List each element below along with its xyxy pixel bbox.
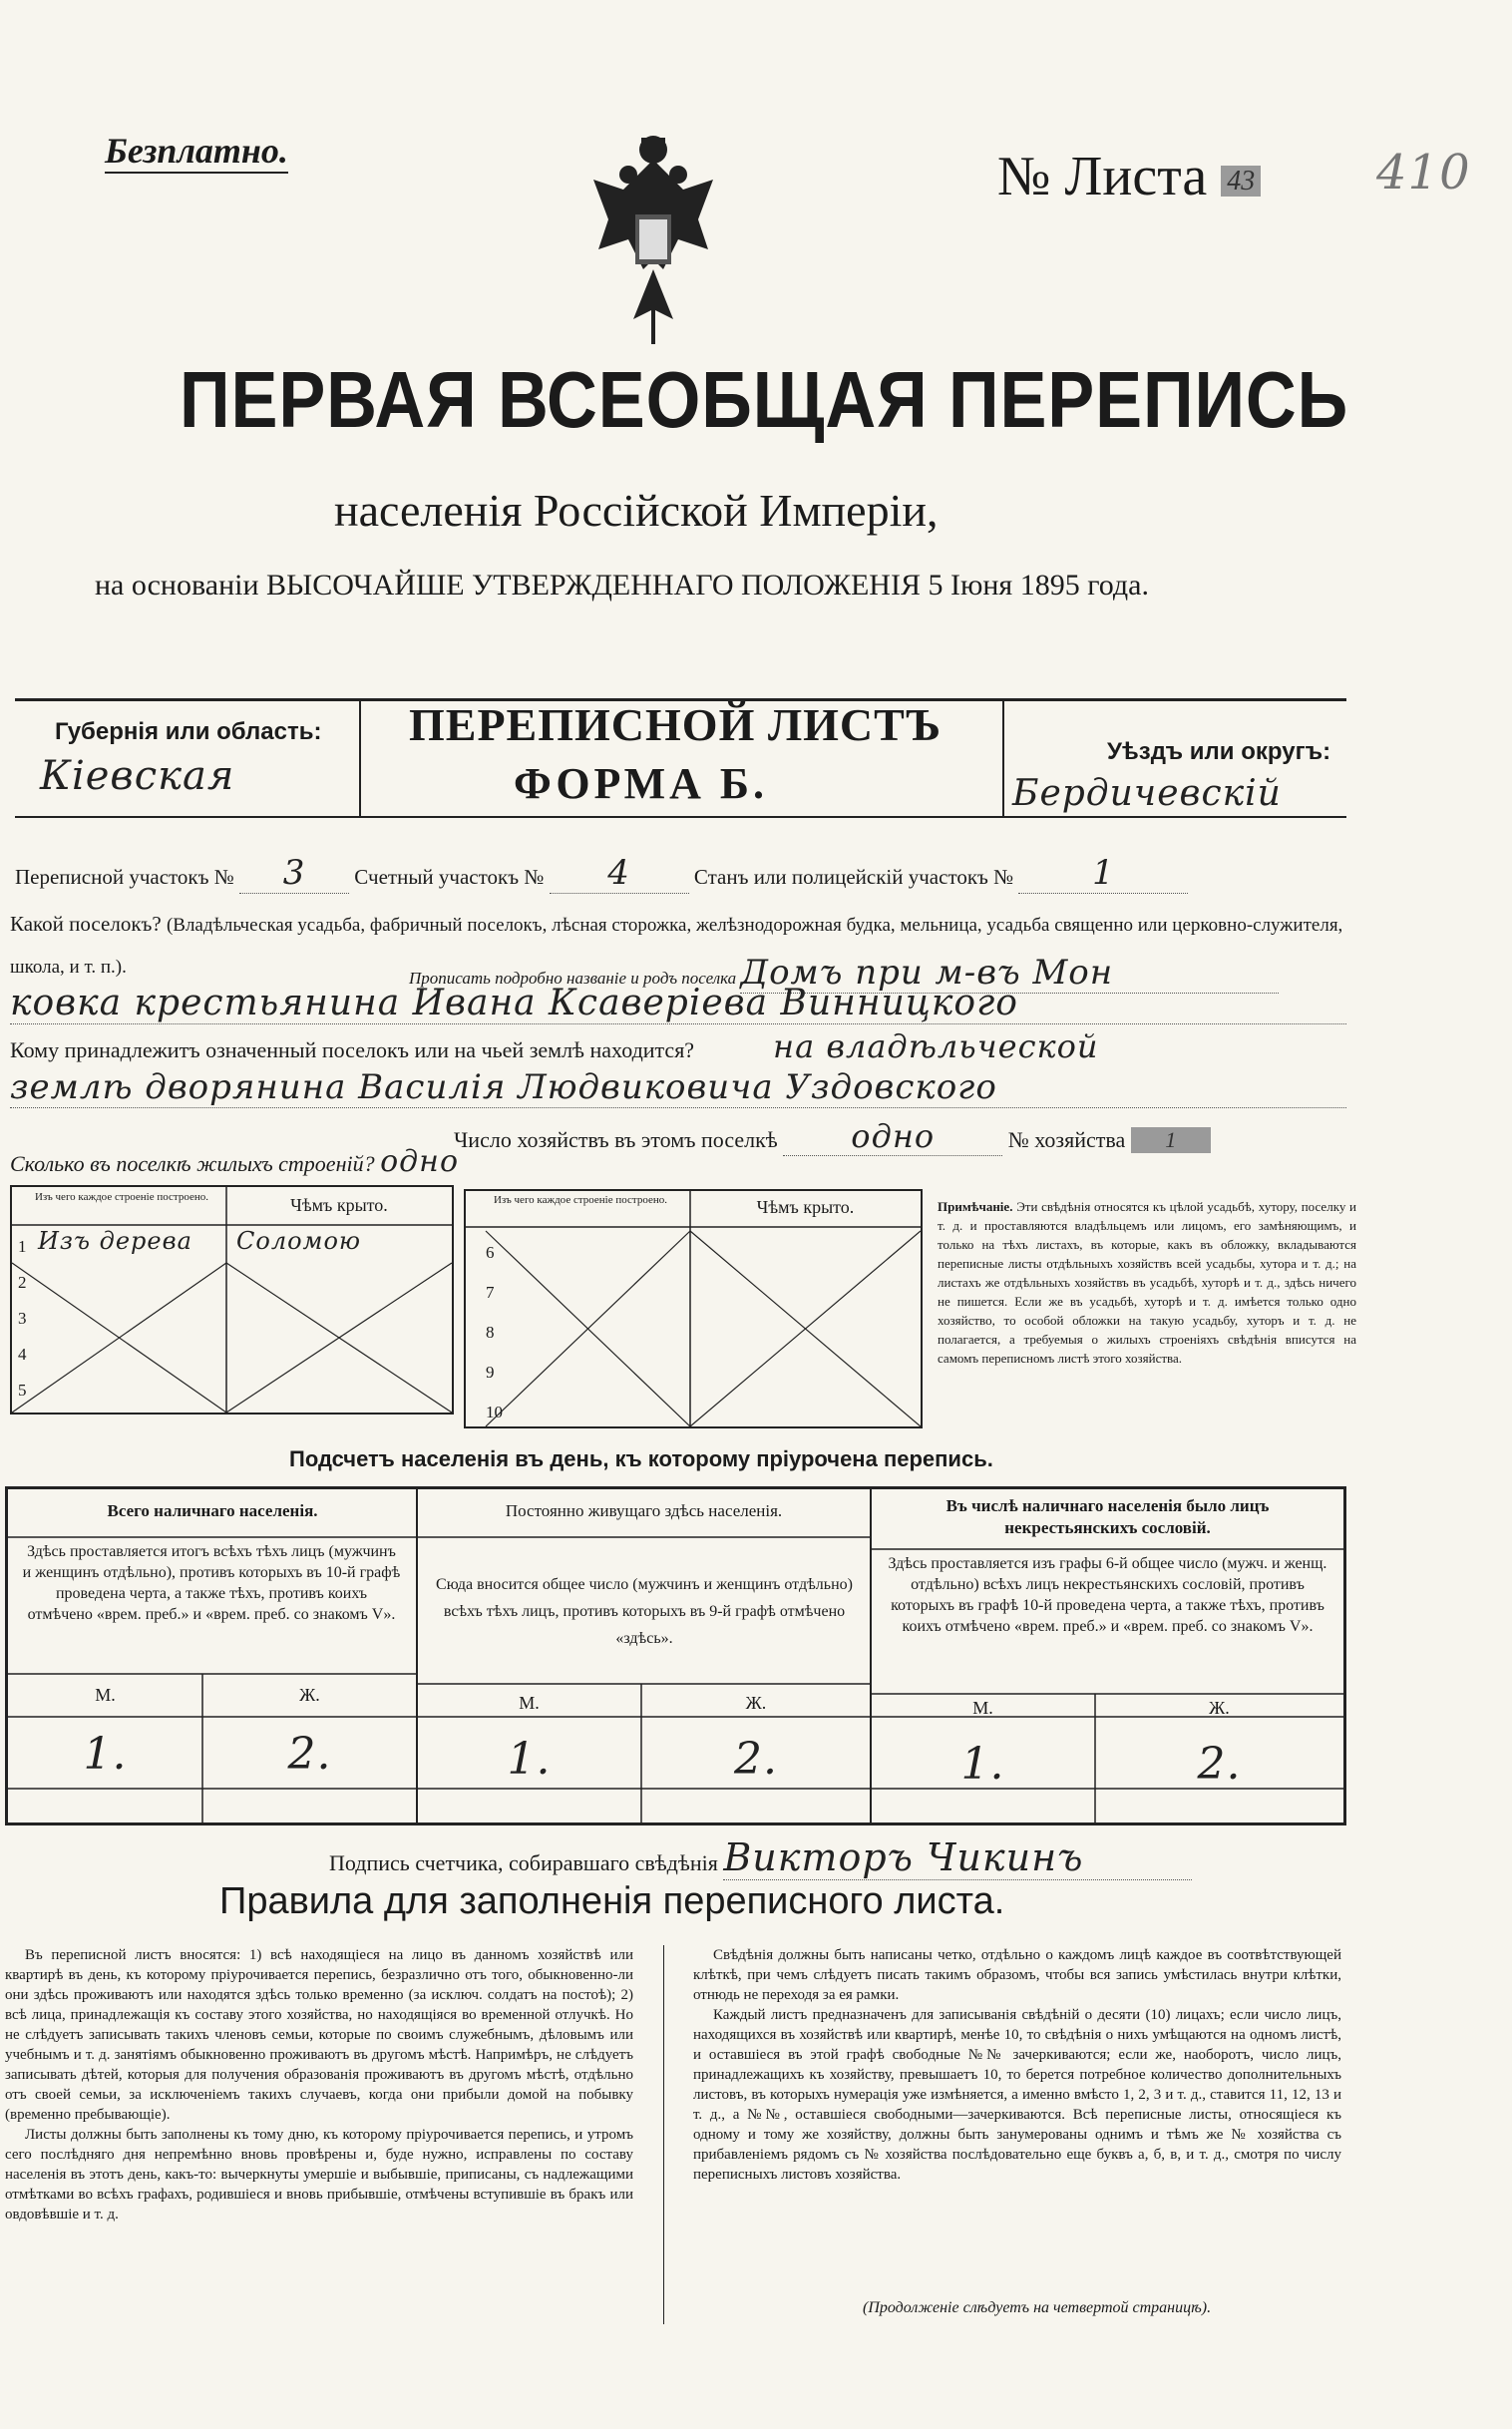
col3-header: Въ числѣ наличнаго населенія было лицъ некрестьянскихъ сословій. <box>945 1496 1270 1537</box>
row1-material: Изъ дерева <box>38 1227 192 1255</box>
right-material-header: Изъ чего каждое строеніе построено. <box>493 1194 668 1206</box>
row-number: 3 <box>18 1309 27 1328</box>
row-number: 9 <box>486 1363 495 1382</box>
rules-right-paragraph-2: Каждый листъ предназначенъ для записыванія свѣдѣній о десяти (10) лицахъ; если число лицъ, находящихся въ хозяйствѣ или квартирѣ, менѣе 10, то свѣдѣнія о нихъ умѣщаются на одномъ листѣ, и оставшіеся въ этой графѣ свободные №№ зачеркиваются; если же, наоборотъ, число лицъ, принадлежащихъ къ хозяйству, превышаетъ 10, то берется потребное количество дополнительныхъ листовъ, въ которыхъ нумерація уже измѣняется, а именно вмѣсто 1, 2, 3 и т. д., ставится 11, 12, 13 и т. д., а №№, оставшіеся свободными—зачеркиваются. Всѣ переписные листы, относящіеся къ одному и тому же хозяйству, должны быть занумерованы однимъ и тѣмъ же № хозяйства съ прибавленіемъ рядомъ съ № хозяйства послѣдовательно еще буквъ а, б, в, и т. д., смотря по числу переписныхъ листовъ хозяйства. <box>693 2007 1341 2183</box>
col2-m-value: 1. <box>507 1734 552 1785</box>
sheet-label: № Листа <box>997 146 1208 207</box>
form-header-divider-left <box>359 698 361 818</box>
count-area-label: Счетный участокъ № <box>354 865 545 889</box>
census-area-value: 3 <box>239 853 349 894</box>
col1-f-label: Ж. <box>299 1685 320 1705</box>
population-title: Подсчетъ населенія въ день, къ которому пріурочена перепись. <box>289 1446 993 1471</box>
row-number: 1 <box>18 1237 27 1256</box>
buildings-value: одно <box>380 1144 460 1179</box>
sheet-number: 43 <box>1221 166 1261 197</box>
rules-left-paragraph-2: Листы должны быть заполнены къ тому дню, къ которому пріурочивается перепись, и утромъ сего послѣдняго дня непремѣнно вновь провѣрены и, буде нужно, исправлены по составу населенія въ этотъ день, какъ-то: вычеркнуты умершіе и выбывшіе, приписаны, съ надлежащими отмѣтками во всѣхъ графахъ, родившіеся и вновь прибывшіе, отмѣчены вступившіе въ бракъ или овдовѣвшіе и т. д. <box>5 2127 633 2223</box>
settlement-question: Какой поселокъ? <box>10 912 162 936</box>
settlement-value-2: ковка крестьянина Ивана Ксаверіева Винницкого <box>10 983 1346 1024</box>
households-row <box>454 1117 1211 1156</box>
note-block <box>938 1197 1356 1368</box>
buildings-label: Сколько въ поселкѣ жилыхъ строеній? <box>10 1151 375 1176</box>
col2-header: Постоянно живущаго здѣсь населенія. <box>505 1501 783 1520</box>
rules-right-column <box>693 1945 1341 2185</box>
rules-right-paragraph-1: Свѣдѣнія должны быть написаны четко, отдѣльно о каждомъ лицѣ каждое въ соотвѣтствующей клѣткѣ, при чемъ слѣдуетъ писать такимъ образомъ, чтобы вся запись умѣстилась внутри клѣтки, отнюдь не переходя за ея рамки. <box>693 1947 1341 2003</box>
col1-text: Здѣсь проставляется итогъ всѣхъ тѣхъ лицъ (мужчинъ и женщинъ отдѣльно), противъ которыхъ въ 10-й графѣ проведена черта, а также тѣхъ, противъ коихъ отмѣчено «врем. преб.» и «врем. преб. со знакомъ V». <box>22 1543 401 1623</box>
row1-roof: Соломою <box>236 1227 362 1255</box>
col3-text: Здѣсь проставляется изъ графы 6-й общее число (мужч. и женщ. отдѣльно) всѣхъ лицъ некрестьянскихъ сословій, противъ которыхъ въ графѣ 10-й проведена черта, а также тѣхъ, противъ коихъ отмѣчено «врем. преб.» и «врем. преб. со знакомъ V». <box>888 1555 1327 1635</box>
col2-m-label: М. <box>519 1693 540 1713</box>
households-value: одно <box>783 1117 1002 1156</box>
right-roof-header: Чѣмъ крыто. <box>756 1197 855 1217</box>
count-area-value: 4 <box>550 853 689 894</box>
form-header-divider-right <box>1002 698 1004 818</box>
note-text: Эти свѣдѣнія относятся къ цѣлой усадьбѣ, хутору, поселку и т. д. и проставляются владѣльцемъ или лицомъ, его замѣняющимъ, и только на тѣхъ листахъ, въ которые, какъ въ обложку, вкладываются переписные листы отдѣльныхъ хозяйствъ всей усадьбы, хутора и т. д.; на листахъ же отдѣльныхъ хозяйствъ въ усадьбѣ, хуторѣ и т. д., здѣсь ничего не пишется. Если же въ усадьбѣ, хуторѣ и т. д. имѣется только одно хозяйство, то особой обложки на такую усадьбу, хуторъ и т. д. не полагается, а требуемыя о жилыхъ строеніяхъ свѣдѣнія вписутся на самомъ переписномъ листѣ этого хозяйства. <box>938 1199 1356 1366</box>
rules-left-column <box>5 1945 633 2225</box>
col2-f-label: Ж. <box>745 1693 767 1713</box>
population-table <box>5 1486 1346 1825</box>
rules-left-paragraph-1: Въ переписной листъ вносятся: 1) всѣ находящіеся на лицо въ данномъ хозяйствѣ или квартирѣ въ день, къ которому пріурочивается перепись, безразлично отъ того, обыкновенно-ли они здѣсь проживаютъ или находятся здѣсь только временно (за исключ. солдатъ на постоѣ); 2) всѣ лица, принадлежащія къ составу этого хозяйства, но находящіяся во временной отлучкѣ. Но не слѣдуетъ записывать такихъ членовъ семьи, которые по своимъ служебнымъ, дѣловымъ или учебнымъ и т. д. занятіямъ обыкновенно проживаютъ въ другомъ мѣстѣ. Напримѣръ, не слѣдуетъ записывать дѣтей, которыя для получения образованія проживаютъ въ другомъ мѣстѣ, отдѣльно отъ своей семьи, за исключеніемъ такихъ случаевъ, когда они прибыли домой на побывку (временно пребывающіе). <box>5 1947 633 2123</box>
police-value: 1 <box>1018 853 1188 894</box>
buildings-table-left <box>10 1185 454 1415</box>
household-no-value: 1 <box>1131 1127 1211 1153</box>
basis-line: на основаніи ВЫСОЧАЙШЕ УТВЕРЖДЕННАГО ПОЛОЖЕНІЯ 5 Іюня 1895 года. <box>95 569 1149 602</box>
owner-value-1: на владѣльческой <box>773 1027 1099 1065</box>
census-area-row <box>15 853 1351 894</box>
col3-f-value: 2. <box>1197 1739 1242 1790</box>
census-area-label: Переписной участокъ № <box>15 865 234 889</box>
coat-of-arms-icon <box>583 120 723 349</box>
col1-header: Всего наличнаго населенія. <box>107 1501 318 1520</box>
note-title: Примѣчаніе. <box>938 1199 1013 1214</box>
buildings-row <box>10 1144 459 1179</box>
rules-continued: (Продолженіе слѣдуетъ на четвертой страницѣ). <box>863 2299 1212 2316</box>
subtitle: населенія Россійской Имперіи, <box>334 485 939 536</box>
signature-row <box>329 1835 1192 1880</box>
owner-value-2: землѣ дворянина Василія Людвиковича Уздовского <box>10 1067 1346 1108</box>
sheet-number-label <box>997 145 1261 208</box>
col3-m-label: М. <box>972 1698 993 1718</box>
stamp-number: 410 <box>1376 145 1471 201</box>
settlement-value-1: Домъ при м-въ Мон <box>740 953 1279 994</box>
owner-question: Кому принадлежитъ означенный поселокъ или на чьей землѣ находится? <box>10 1037 695 1062</box>
main-title: ПЕРВАЯ ВСЕОБЩАЯ ПЕРЕПИСЬ <box>180 355 1349 444</box>
left-roof-header: Чѣмъ крыто. <box>290 1195 388 1215</box>
row-number: 5 <box>18 1381 27 1400</box>
province-value: Кіевская <box>40 753 235 799</box>
left-row-numbers <box>18 1229 27 1409</box>
col2-f-value: 2. <box>734 1734 778 1785</box>
household-no-label: № хозяйства <box>1007 1127 1126 1152</box>
households-label: Число хозяйствъ въ этомъ поселкѣ <box>454 1127 778 1152</box>
settlement-hint: (Владѣльческая усадьба, фабричный поселокъ, лѣсная сторожка, желѣзнодорожная будка, мельница, усадьба священно или церковно-служителя, школа, и т. п.). <box>10 915 1343 978</box>
signature-value: Викторъ Чикинъ <box>723 1835 1192 1880</box>
row-number: 10 <box>486 1403 503 1421</box>
col1-m-value: 1. <box>83 1729 128 1780</box>
signature-label: Подпись счетчика, собиравшаго свѣдѣнія <box>329 1850 718 1875</box>
col2-text: Сюда вносится общее число (мужчинъ и женщинъ отдѣльно) всѣхъ тѣхъ лицъ, противъ которыхъ въ 9-й графѣ отмѣчено «здѣсь». <box>436 1576 853 1647</box>
row-number: 2 <box>18 1273 27 1292</box>
row-number: 8 <box>486 1323 495 1342</box>
free-label: Безплатно. <box>105 130 288 174</box>
district-value: Бердичевскій <box>1012 773 1282 814</box>
rules-column-divider <box>663 1945 664 2324</box>
form-subtitle: ФОРМА Б. <box>514 759 768 808</box>
col3-m-value: 1. <box>960 1739 1005 1790</box>
buildings-table-right <box>464 1189 923 1428</box>
rules-title: Правила для заполненія переписного листа. <box>219 1880 1005 1922</box>
police-label: Станъ или полицейскій участокъ № <box>693 865 1014 889</box>
settlement-instruction: Прописать подробно названіе и родъ поселка <box>409 969 737 988</box>
left-material-header: Изъ чего каждое строеніе построено. <box>34 1191 209 1203</box>
col1-m-label: М. <box>95 1685 116 1705</box>
row-number: 4 <box>18 1345 27 1364</box>
row-number: 6 <box>486 1243 495 1262</box>
form-title: ПЕРЕПИСНОЙ ЛИСТЪ <box>409 699 943 750</box>
row-number: 7 <box>486 1283 495 1302</box>
col3-f-label: Ж. <box>1209 1698 1230 1718</box>
right-row-numbers <box>486 1233 503 1432</box>
district-label: Уѣздъ или округъ: <box>1107 738 1331 765</box>
col1-f-value: 2. <box>287 1729 332 1780</box>
province-label: Губернія или область: <box>55 718 322 745</box>
